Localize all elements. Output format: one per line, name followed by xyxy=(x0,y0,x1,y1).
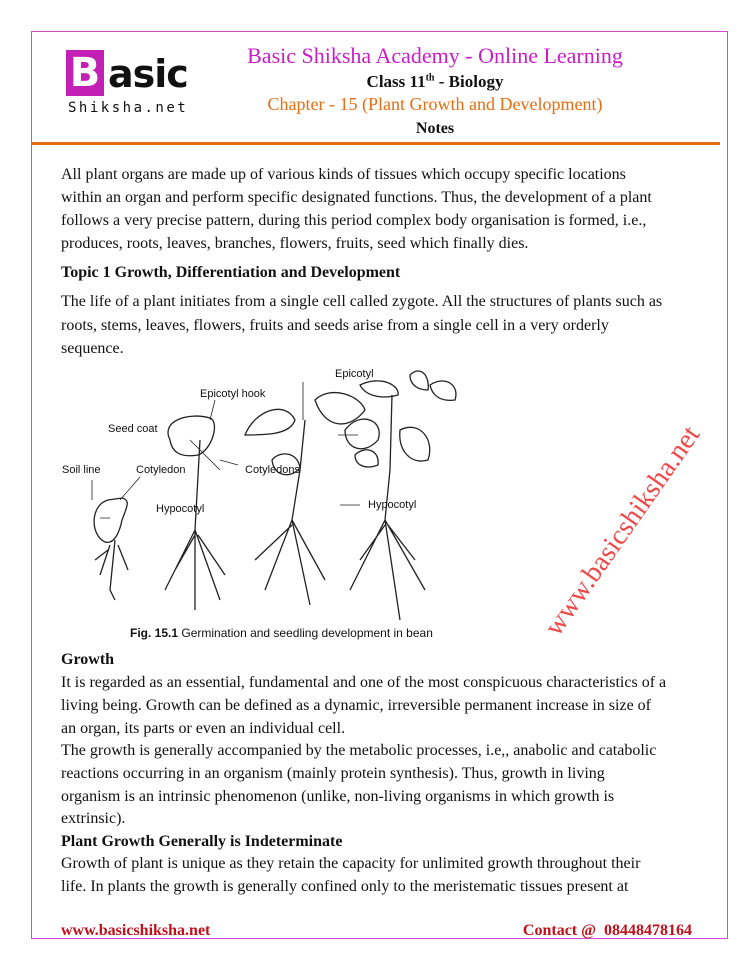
growth-line: It is regarded as an essential, fundamental and one of the most conspicuous characteristics of a xyxy=(61,674,667,691)
notes-label: Notes xyxy=(415,120,455,137)
intro-line: within an organ and perform specific designated functions. Thus, the development of a plant xyxy=(61,189,652,206)
growth-line: organism is an intrinsic phenomenon (unlike, non-living organisms in which growth is xyxy=(61,788,615,805)
label-cotyledons: Cotyledons xyxy=(245,464,301,476)
seedling-stage-1 xyxy=(94,498,128,600)
svg-text:Fig. 15.1 Germination and seed xyxy=(130,626,433,640)
topic-heading: Topic 1 Growth, Differentiation and Development xyxy=(61,264,401,281)
seedling-stage-3 xyxy=(245,393,365,605)
class-line xyxy=(200,72,670,92)
figure-number: Fig. 15.1 xyxy=(130,626,179,640)
intro-line: follows a very precise pattern, during this period complex body organisation is formed, i.e., xyxy=(61,212,647,229)
label-hypocotyl: Hypocotyl xyxy=(156,503,205,515)
growth-heading: Growth xyxy=(61,651,115,668)
label-epicotyl: Epicotyl xyxy=(335,368,374,380)
logo-letter: B xyxy=(66,50,104,96)
indeterminate-line: Growth of plant is unique as they retain the capacity for unlimited growth throughout their xyxy=(61,855,641,872)
indeterminate-line: life. In plants the growth is generally confined only to the meristematic tissues present at xyxy=(61,878,629,895)
footer-contact: Contact @ 08448478164 xyxy=(522,922,692,939)
label-seed-coat: Seed coat xyxy=(108,423,158,435)
topic-line: The life of a plant initiates from a single cell called zygote. All the structures of plants such as xyxy=(61,293,663,310)
header-divider xyxy=(32,142,720,145)
class-sup: th xyxy=(425,72,435,84)
academy-title: Basic Shiksha Academy - Online Learning xyxy=(247,43,623,68)
figure-caption: Germination and seedling development in bean xyxy=(181,626,433,640)
intro-line: All plant organs are made up of various kinds of tissues which occupy specific locations xyxy=(61,166,626,183)
logo-text: asic xyxy=(108,52,188,96)
growth-line: The growth is generally accompanied by the metabolic processes, i.e,, anabolic and catabolic xyxy=(61,742,657,759)
label-soil-line: Soil line xyxy=(62,464,101,476)
topic-line: sequence. xyxy=(61,340,124,357)
growth-line: living being. Growth can be defined as a dynamic, irreversible permanent increase in size of xyxy=(61,697,651,714)
growth-line: extrinsic). xyxy=(61,810,126,827)
class-text: Class 11 xyxy=(366,72,426,91)
watermark: www.basicshiksha.net xyxy=(538,420,707,642)
subject-text: - Biology xyxy=(434,72,504,91)
label-epicotyl-hook: Epicotyl hook xyxy=(200,388,266,400)
growth-line: reactions occurring in an organism (mainly protein synthesis). Thus, growth in living xyxy=(61,765,605,782)
growth-line: an organ, its parts or even an individual cell. xyxy=(61,720,346,737)
topic-line: roots, stems, leaves, flowers, fruits and seeds arise from a single cell in a very orderly xyxy=(61,317,609,334)
seedling-stage-4 xyxy=(345,371,456,620)
intro-line: produces, roots, leaves, branches, flowers, fruits, seed which finally dies. xyxy=(61,235,529,252)
indeterminate-heading: Plant Growth Generally is Indeterminate xyxy=(61,833,343,850)
logo-subtext: Shiksha.net xyxy=(68,100,189,116)
label-cotyledon: Cotyledon xyxy=(136,464,186,476)
chapter-title: Chapter - 15 (Plant Growth and Development) xyxy=(267,94,603,114)
label-hypocotyl-2: Hypocotyl xyxy=(368,499,417,511)
germination-figure xyxy=(60,360,710,645)
footer-website-link[interactable]: www.basicshiksha.net xyxy=(61,922,211,939)
